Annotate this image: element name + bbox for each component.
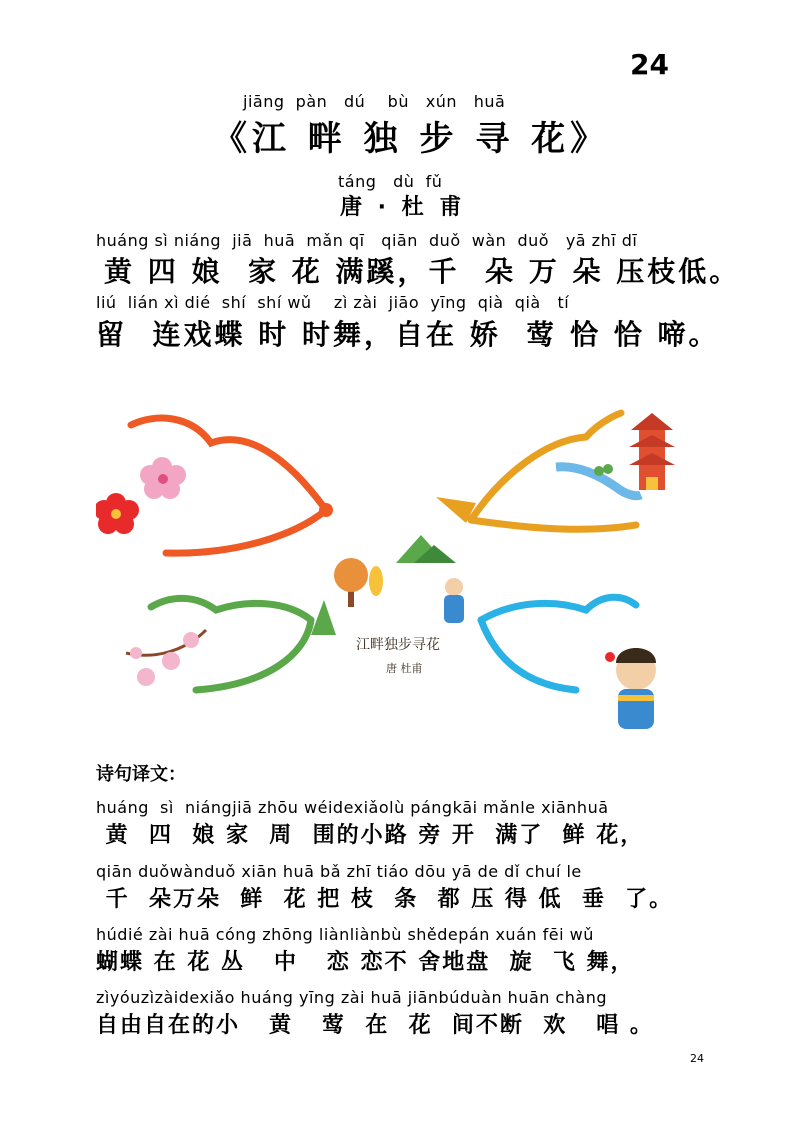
- translation-line-2: 千 朵万朵 鲜 花 把 枝 条 都 压 得 低 垂 了。: [96, 887, 674, 912]
- plum-blossom-pink-icon: [140, 457, 186, 499]
- tree-icon: [603, 464, 613, 474]
- poem-line-1: 黄 四 娘 家 花 满蹊，千 朵 万 朵 压枝低。: [104, 255, 741, 288]
- small-tree-icon: [311, 600, 336, 635]
- mountain-icon: [396, 535, 456, 563]
- poem-author: 唐 · 杜 甫: [340, 195, 466, 220]
- child-figure-icon: [605, 648, 656, 729]
- poem-line-2-pinyin: liú lián xì dié shí shí wǔ zì zài jiāo yīng qià qià tí: [96, 293, 570, 312]
- orange-node: [319, 503, 333, 517]
- translation-line-3: 蝴蝶 在 花 丛 中 恋 恋不 舍地盘 旋 飞 舞，: [96, 950, 635, 975]
- poet-figure-icon: [444, 578, 464, 623]
- author-pinyin: táng dù fǔ: [338, 172, 443, 191]
- poem-title: 《江 畔 独 步 寻 花》: [213, 119, 610, 159]
- gold-branch-lower: [471, 520, 636, 529]
- translation-line-1: 黄 四 娘 家 周 围的小路 旁 开 满了 鲜 花，: [96, 823, 645, 848]
- tree-icon: [594, 466, 604, 476]
- poem-line-1-pinyin: huáng sì niáng jiā huā mǎn qī qiān duǒ wàn duǒ yā zhī dī: [96, 231, 638, 250]
- blue-branch-lower: [481, 620, 576, 690]
- translation-line-2-pinyin: qiān duǒwànduǒ xiān huā bǎ zhī tiáo dōu yā de dǐ chuí le: [96, 862, 582, 881]
- mindmap-illustration: [96, 395, 704, 740]
- translation-line-4: 自由自在的小 黄 莺 在 花 间不断 欢 唱 。: [96, 1013, 654, 1038]
- plum-blossom-red-icon: [96, 493, 139, 534]
- green-branch-upper: [151, 598, 311, 620]
- mindmap-author: 唐 杜甫: [386, 662, 423, 675]
- title-pinyin: jiāng pàn dú bù xún huā: [243, 92, 506, 111]
- page-number-top: 24: [630, 48, 669, 81]
- peach-blossom-branch-icon: [126, 630, 206, 686]
- translation-line-3-pinyin: húdié zài huā cóng zhōng liànliànbù shědepán xuán fēi wǔ: [96, 925, 594, 944]
- page-number-bottom: 24: [690, 1052, 704, 1065]
- blue-branch-upper: [481, 597, 636, 620]
- poem-line-2: 留 连戏蝶 时 时舞，自在 娇 莺 恰 恰 啼。: [96, 318, 720, 351]
- pagoda-icon: [629, 413, 675, 490]
- mindmap-title: 江畔独步寻花: [356, 637, 440, 653]
- translation-line-1-pinyin: huáng sì niángjiā zhōu wéidexiǎolù pángkāi mǎnle xiānhuā: [96, 798, 609, 817]
- translation-line-4-pinyin: zìyóuzìzàidexiǎo huáng yīng zài huā jiānbúduàn huān chàng: [96, 988, 608, 1007]
- autumn-tree-icon: [334, 558, 383, 607]
- orange-branch-lower: [166, 510, 326, 553]
- green-branch-lower: [196, 620, 311, 690]
- translation-label: 诗句译文：: [96, 764, 186, 785]
